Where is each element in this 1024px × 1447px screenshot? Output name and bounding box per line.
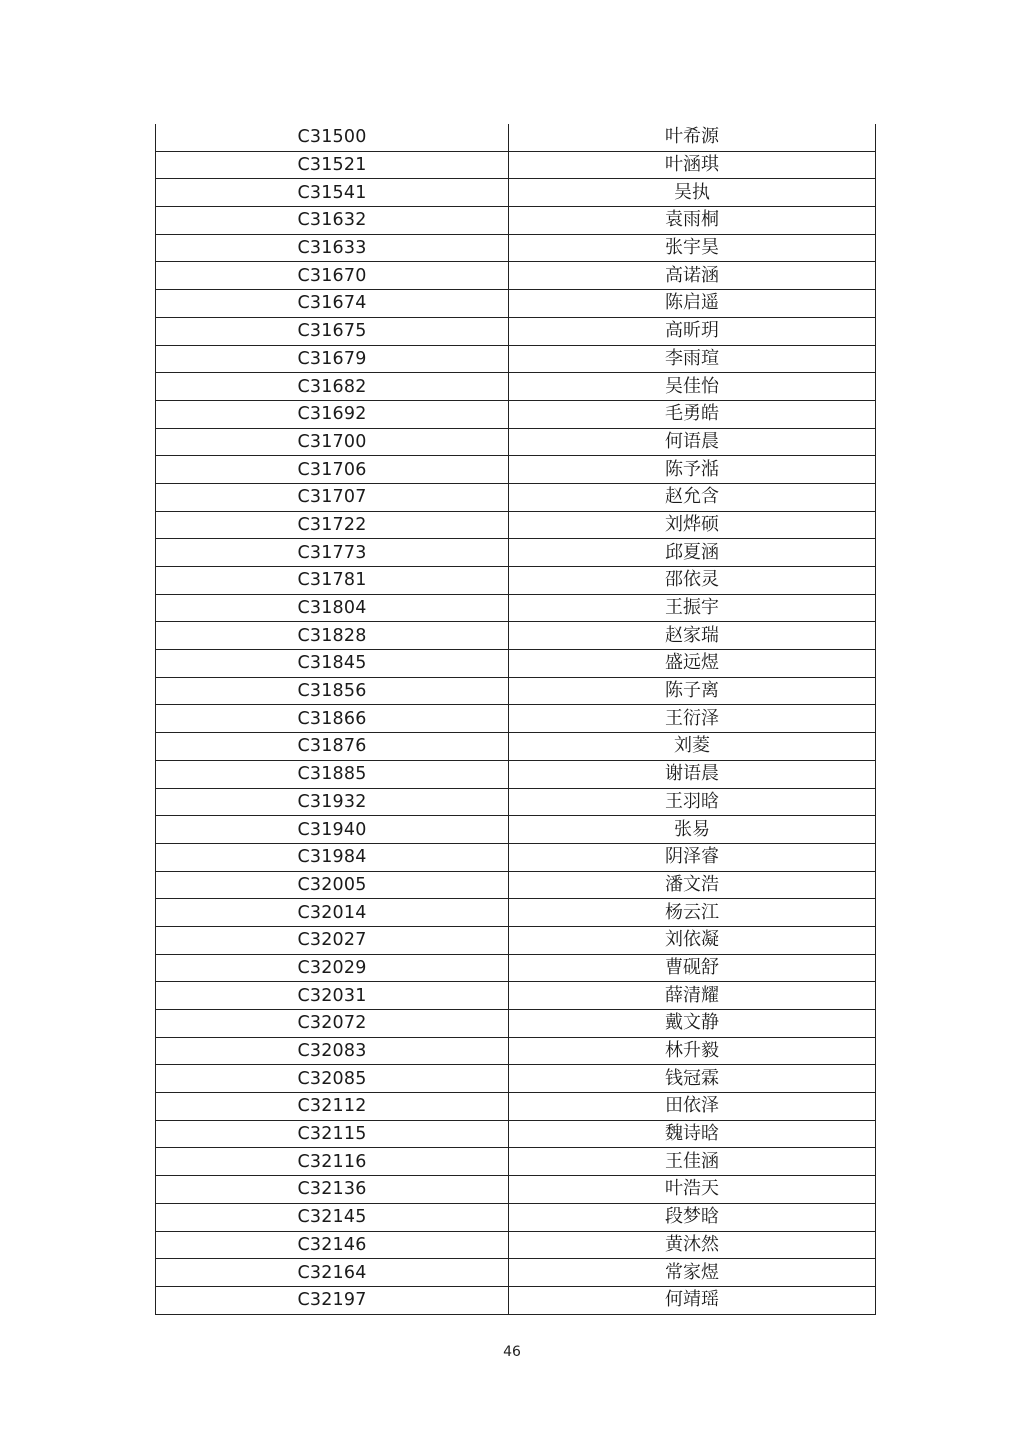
table-row xyxy=(156,843,876,871)
table-row xyxy=(156,317,876,345)
candidate-name-cell: 叶涵琪 xyxy=(509,151,876,179)
table-row xyxy=(156,456,876,484)
candidate-name-cell: 田依泽 xyxy=(509,1093,876,1121)
table-row xyxy=(156,899,876,927)
candidate-name-cell: 吴佳怡 xyxy=(509,373,876,401)
table-row xyxy=(156,705,876,733)
candidate-name-cell: 叶希源 xyxy=(509,124,876,151)
candidate-name-cell: 段梦晗 xyxy=(509,1203,876,1231)
table-row xyxy=(156,1203,876,1231)
candidate-name-cell: 张宇昊 xyxy=(509,234,876,262)
candidate-id-cell: C31706 xyxy=(156,456,509,484)
table-row xyxy=(156,954,876,982)
candidate-id-cell: C31521 xyxy=(156,151,509,179)
candidate-name-cell: 袁雨桐 xyxy=(509,207,876,235)
table-row xyxy=(156,234,876,262)
candidate-name-cell: 林升毅 xyxy=(509,1037,876,1065)
candidate-name-cell: 常家煜 xyxy=(509,1259,876,1287)
candidate-id-cell: C31773 xyxy=(156,539,509,567)
table-row xyxy=(156,816,876,844)
table-row xyxy=(156,567,876,595)
table-row xyxy=(156,483,876,511)
table-row xyxy=(156,207,876,235)
candidate-id-cell: C31804 xyxy=(156,594,509,622)
candidate-id-cell: C32083 xyxy=(156,1037,509,1065)
candidate-id-cell: C31876 xyxy=(156,733,509,761)
candidate-id-cell: C31679 xyxy=(156,345,509,373)
table-row xyxy=(156,760,876,788)
candidate-name-cell: 刘依凝 xyxy=(509,926,876,954)
candidate-name-cell: 薛清耀 xyxy=(509,982,876,1010)
candidate-name-cell: 曹砚舒 xyxy=(509,954,876,982)
candidate-name-cell: 杨云江 xyxy=(509,899,876,927)
candidate-name-cell: 王振宇 xyxy=(509,594,876,622)
candidate-name-cell: 赵允含 xyxy=(509,483,876,511)
candidate-id-cell: C31984 xyxy=(156,843,509,871)
candidate-name-cell: 王佳涵 xyxy=(509,1148,876,1176)
candidate-id-cell: C31700 xyxy=(156,428,509,456)
candidate-name-cell: 高昕玥 xyxy=(509,317,876,345)
candidate-id-cell: C31682 xyxy=(156,373,509,401)
candidate-id-cell: C32145 xyxy=(156,1203,509,1231)
table-row xyxy=(156,1231,876,1259)
table-row xyxy=(156,1259,876,1287)
table-row xyxy=(156,345,876,373)
table-row xyxy=(156,1176,876,1204)
candidate-name-cell: 刘烨硕 xyxy=(509,511,876,539)
candidate-id-cell: C32027 xyxy=(156,926,509,954)
candidate-name-cell: 王衍泽 xyxy=(509,705,876,733)
candidate-id-cell: C31632 xyxy=(156,207,509,235)
table-row xyxy=(156,1037,876,1065)
candidate-id-cell: C31692 xyxy=(156,400,509,428)
candidate-id-cell: C31707 xyxy=(156,483,509,511)
candidate-name-cell: 谢语晨 xyxy=(509,760,876,788)
roster-table-container xyxy=(155,124,875,1315)
table-row xyxy=(156,594,876,622)
candidate-id-cell: C31670 xyxy=(156,262,509,290)
candidate-id-cell: C31633 xyxy=(156,234,509,262)
table-row xyxy=(156,1286,876,1314)
candidate-id-cell: C31885 xyxy=(156,760,509,788)
candidate-name-cell: 戴文静 xyxy=(509,1010,876,1038)
table-row xyxy=(156,400,876,428)
table-row xyxy=(156,1093,876,1121)
page-number: 46 xyxy=(503,1344,521,1360)
candidate-name-cell: 毛勇皓 xyxy=(509,400,876,428)
table-row xyxy=(156,262,876,290)
table-row xyxy=(156,650,876,678)
candidate-name-cell: 吴执 xyxy=(509,179,876,207)
table-row xyxy=(156,788,876,816)
candidate-name-cell: 赵家瑞 xyxy=(509,622,876,650)
candidate-id-cell: C31781 xyxy=(156,567,509,595)
candidate-id-cell: C32072 xyxy=(156,1010,509,1038)
candidate-id-cell: C32112 xyxy=(156,1093,509,1121)
candidate-name-cell: 阴泽睿 xyxy=(509,843,876,871)
table-row xyxy=(156,290,876,318)
candidate-id-cell: C32116 xyxy=(156,1148,509,1176)
candidate-id-cell: C31866 xyxy=(156,705,509,733)
candidate-id-cell: C31932 xyxy=(156,788,509,816)
roster-table xyxy=(155,124,876,1315)
candidate-id-cell: C32164 xyxy=(156,1259,509,1287)
table-row xyxy=(156,539,876,567)
candidate-id-cell: C32085 xyxy=(156,1065,509,1093)
candidate-name-cell: 盛远煜 xyxy=(509,650,876,678)
table-row xyxy=(156,1010,876,1038)
candidate-id-cell: C31828 xyxy=(156,622,509,650)
candidate-id-cell: C31541 xyxy=(156,179,509,207)
candidate-name-cell: 李雨瑄 xyxy=(509,345,876,373)
candidate-name-cell: 何语晨 xyxy=(509,428,876,456)
candidate-id-cell: C32115 xyxy=(156,1120,509,1148)
table-row xyxy=(156,428,876,456)
table-row xyxy=(156,179,876,207)
table-row xyxy=(156,511,876,539)
table-row xyxy=(156,982,876,1010)
candidate-name-cell: 邵依灵 xyxy=(509,567,876,595)
table-row xyxy=(156,871,876,899)
candidate-name-cell: 高诺涵 xyxy=(509,262,876,290)
candidate-name-cell: 张易 xyxy=(509,816,876,844)
candidate-name-cell: 魏诗晗 xyxy=(509,1120,876,1148)
candidate-id-cell: C31722 xyxy=(156,511,509,539)
table-row xyxy=(156,622,876,650)
candidate-id-cell: C32005 xyxy=(156,871,509,899)
table-row xyxy=(156,926,876,954)
candidate-name-cell: 潘文浩 xyxy=(509,871,876,899)
candidate-id-cell: C32031 xyxy=(156,982,509,1010)
table-row xyxy=(156,124,876,151)
table-row xyxy=(156,1065,876,1093)
candidate-name-cell: 黄沐然 xyxy=(509,1231,876,1259)
candidate-name-cell: 邱夏涵 xyxy=(509,539,876,567)
table-row xyxy=(156,677,876,705)
table-row xyxy=(156,1120,876,1148)
candidate-name-cell: 陈启遥 xyxy=(509,290,876,318)
candidate-id-cell: C31675 xyxy=(156,317,509,345)
table-row xyxy=(156,373,876,401)
candidate-id-cell: C32136 xyxy=(156,1176,509,1204)
table-row xyxy=(156,151,876,179)
candidate-id-cell: C31674 xyxy=(156,290,509,318)
roster-table-body xyxy=(156,124,876,1314)
candidate-id-cell: C31845 xyxy=(156,650,509,678)
candidate-name-cell: 王羽晗 xyxy=(509,788,876,816)
candidate-id-cell: C31856 xyxy=(156,677,509,705)
candidate-name-cell: 刘菱 xyxy=(509,733,876,761)
candidate-id-cell: C32014 xyxy=(156,899,509,927)
candidate-name-cell: 陈子离 xyxy=(509,677,876,705)
candidate-name-cell: 陈予湉 xyxy=(509,456,876,484)
candidate-name-cell: 叶浩天 xyxy=(509,1176,876,1204)
candidate-id-cell: C32197 xyxy=(156,1286,509,1314)
candidate-id-cell: C31940 xyxy=(156,816,509,844)
candidate-id-cell: C32146 xyxy=(156,1231,509,1259)
candidate-id-cell: C31500 xyxy=(156,124,509,151)
table-row xyxy=(156,1148,876,1176)
candidate-id-cell: C32029 xyxy=(156,954,509,982)
candidate-name-cell: 钱冠霖 xyxy=(509,1065,876,1093)
candidate-name-cell: 何靖瑶 xyxy=(509,1286,876,1314)
table-row xyxy=(156,733,876,761)
